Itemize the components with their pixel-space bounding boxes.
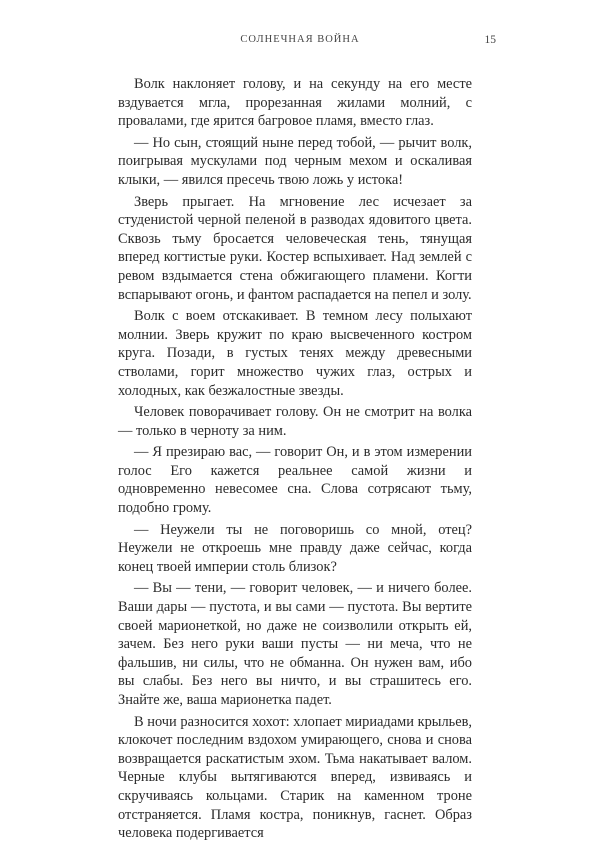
body-text — [118, 75, 472, 843]
paragraph: — Но сын, стоящий ныне перед тобой, — рычит волк, поигрывая мускулами под черным мехом и оскаливая клыки, — явился пресечь твою ложь у истока! — [118, 134, 472, 188]
paragraph: Человек поворачивает голову. Он не смотрит на волка — только в черноту за ним. — [118, 404, 472, 439]
paragraph: В ночи разносится хохот: хлопает мириадами крыльев, клокочет последним вздохом умирающего, снова и снова возвращается раскатистым эхом. Тьма накатывает валом. Черные клубы вытягиваются вперед, извиваясь и скручиваясь кольцами. Старик на каменном троне отстраняется. Пламя костра, поникнув, гаснет. Образ человека подергивается — [118, 713, 472, 842]
page-number: 15 — [484, 34, 496, 46]
running-head — [0, 34, 600, 50]
paragraph: — Неужели ты не поговоришь со мной, отец? Неужели не откроешь мне правду даже сейчас, когда конец твоей империи столь близок? — [118, 521, 472, 575]
paragraph: Волк с воем отскакивает. В темном лесу полыхают молнии. Зверь кружит по краю высвеченного костром круга. Позади, в густых тенях между древесными стволами, горит множество чужих глаз, острых и холодных, как безжалостные звезды. — [118, 308, 472, 399]
paragraph: — Я презираю вас, — говорит Он, и в этом измерении голос Его кажется реальнее самой жизни и одновременно невесомее сна. Слова сотрясают тьму, подобно грому. — [118, 444, 472, 517]
paragraph: — Вы — тени, — говорит человек, — и ничего более. Ваши дары — пустота, и вы сами — пустота. Вы вертите своей марионеткой, но даже не соизволили открыть ей, зачем. Без него руки ваши пусты — ни меча, что не фальшив, ни силы, что не обманна. Он нужен вам, ибо вы слабы. Без него вы ничто, и вы страшитесь его. Знайте же, ваша марионетка падет. — [118, 580, 472, 708]
paragraph: Зверь прыгает. На мгновение лес исчезает за студенистой черной пеленой в разводах ядовитого цвета. Сквозь тьму бросается человеческая тень, тянущая вперед когтистые руки. Костер вспыхивает. Над землей с ревом вздымается стена обжигающего пламени. Когти вспарывают огонь, и фантом распадается на пепел и золу. — [118, 193, 472, 303]
book-title: СОЛНЕЧНАЯ ВОЙНА — [240, 34, 360, 45]
paragraph: Волк наклоняет голову, и на секунду на его месте вздувается мгла, прорезанная жилами молний, с провалами, где ярится багровое пламя, вместо глаз. — [118, 76, 472, 130]
